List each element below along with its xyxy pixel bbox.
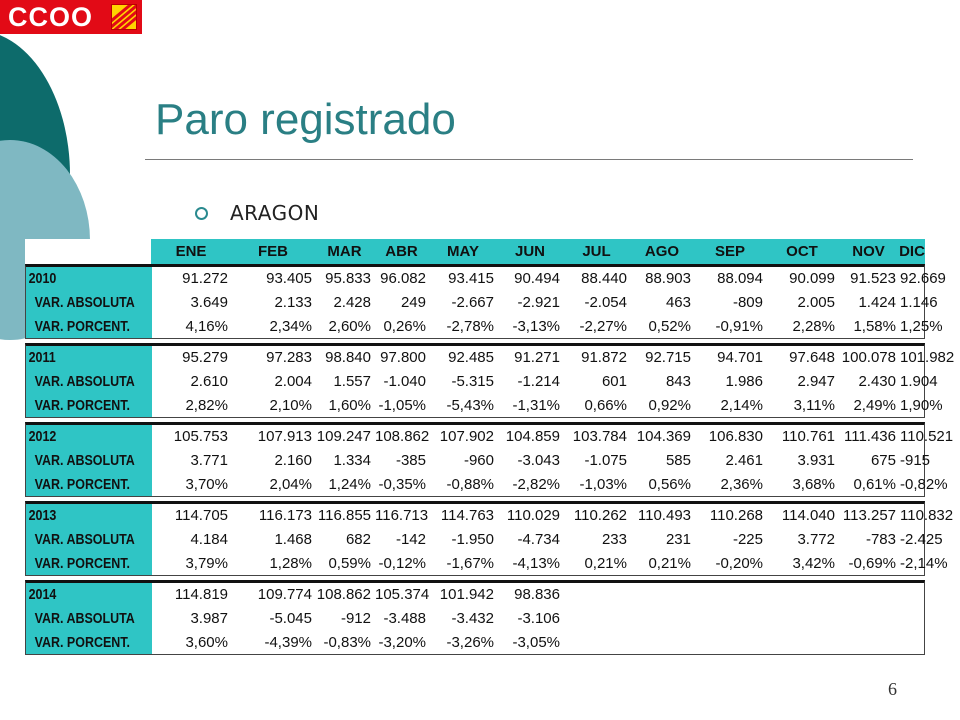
table-cell: 91.523 — [850, 270, 896, 287]
table-cell: 97.648 — [789, 349, 835, 366]
year-label: 2013 — [28, 508, 57, 524]
table-cell: 110.268 — [709, 507, 763, 524]
year-label: 2010 — [28, 271, 57, 287]
table-cell: 2.461 — [725, 452, 763, 469]
year-block — [25, 422, 954, 497]
table-cell: 109.247 — [316, 428, 371, 445]
aragon-flag-icon — [111, 4, 137, 30]
table-cell: 2,60% — [328, 318, 371, 335]
table-cell: 109.774 — [257, 586, 312, 603]
var-absoluta-label: VAR. ABSOLUTA — [34, 295, 135, 311]
table-cell: -783 — [865, 531, 896, 548]
table-cell: 3,79% — [185, 555, 228, 572]
table-cell: 3.649 — [190, 294, 228, 311]
table-cell: 2,04% — [269, 476, 312, 493]
table-cell: 1,58% — [853, 318, 896, 335]
table-cell: 88.440 — [581, 270, 627, 287]
table-cell: 103.784 — [572, 428, 627, 445]
table-cell: 1.557 — [333, 373, 371, 390]
table-cell: 0,52% — [648, 318, 691, 335]
table-cell: -2.921 — [517, 294, 560, 311]
table-cell: -1,05% — [378, 397, 426, 414]
table-cell: 110.761 — [781, 428, 835, 445]
table-cell: -2.667 — [451, 294, 494, 311]
table-cell: -1,67% — [446, 555, 494, 572]
table-cell: 95.833 — [325, 270, 371, 287]
table-cell: 2.133 — [274, 294, 312, 311]
table-cell: 0,21% — [584, 555, 627, 572]
table-cell: 101.982 — [900, 349, 955, 366]
month-header: AGO — [644, 243, 680, 260]
table-cell: 110.029 — [506, 507, 560, 524]
table-cell: 2,10% — [269, 397, 312, 414]
table-cell: 116.713 — [375, 507, 429, 524]
table-cell: 93.405 — [266, 270, 312, 287]
table-cell: -225 — [732, 531, 763, 548]
var-porcent-label: VAR. PORCENT. — [34, 477, 130, 493]
table-cell: -4,39% — [264, 634, 312, 651]
table-cell: -2.054 — [584, 294, 627, 311]
table-cell: 601 — [601, 373, 627, 390]
table-cell: 113.257 — [842, 507, 896, 524]
table-cell: 675 — [870, 452, 896, 469]
table-cell: 116.173 — [258, 507, 312, 524]
table-cell: 463 — [665, 294, 691, 311]
table-cell: 92.669 — [900, 270, 946, 287]
month-header: SEP — [714, 243, 745, 260]
table-cell: 2.947 — [797, 373, 835, 390]
table-cell: 110.262 — [573, 507, 627, 524]
table-cell: 0,21% — [648, 555, 691, 572]
table-cell: 94.701 — [717, 349, 763, 366]
table-cell: 111.436 — [844, 428, 896, 445]
table-cell: -915 — [900, 452, 931, 469]
table-cell: -3.106 — [517, 610, 560, 627]
table-cell: 104.859 — [505, 428, 560, 445]
table-cell: -3.488 — [383, 610, 426, 627]
table-cell: -4.734 — [517, 531, 560, 548]
table-cell: 104.369 — [636, 428, 691, 445]
month-header: OCT — [786, 243, 818, 260]
table-cell: -2,27% — [579, 318, 627, 335]
table-cell: -0,12% — [378, 555, 426, 572]
table-cell: -3.432 — [451, 610, 494, 627]
table-cell: -4,13% — [512, 555, 560, 572]
table-cell: 1.986 — [725, 373, 763, 390]
table-cell: 0,56% — [648, 476, 691, 493]
table-cell: 3,68% — [792, 476, 835, 493]
table-cell: 88.094 — [717, 270, 763, 287]
table-cell: 3,11% — [793, 397, 835, 414]
table-cell: -5.045 — [269, 610, 312, 627]
table-cell: 2.004 — [274, 373, 312, 390]
month-header: NOV — [852, 243, 885, 260]
table-cell: 91.872 — [581, 349, 627, 366]
table-cell: -0,88% — [446, 476, 494, 493]
table-cell: 114.763 — [440, 507, 494, 524]
table-cell: 91.272 — [182, 270, 228, 287]
table-cell: -0,69% — [848, 555, 896, 572]
table-cell: -960 — [463, 452, 494, 469]
table-cell: -0,83% — [323, 634, 371, 651]
table-cell: 3.772 — [797, 531, 835, 548]
table-cell: 0,26% — [383, 318, 426, 335]
table-cell: 2.160 — [274, 452, 312, 469]
table-cell: 2.610 — [190, 373, 228, 390]
table-cell: 0,59% — [328, 555, 371, 572]
table-cell: 107.913 — [257, 428, 312, 445]
table-cell: 93.415 — [448, 270, 494, 287]
table-cell: 0,61% — [853, 476, 896, 493]
year-block — [25, 501, 954, 576]
table-cell: 1.334 — [333, 452, 371, 469]
table-cell: -0,82% — [900, 476, 948, 493]
table-cell: 106.830 — [708, 428, 763, 445]
table-cell: 4.184 — [190, 531, 228, 548]
month-header: ENE — [175, 243, 207, 260]
table-cell: 97.800 — [380, 349, 426, 366]
table-cell: 114.705 — [174, 507, 228, 524]
table-cell: 1.468 — [274, 531, 312, 548]
table-cell: 88.903 — [645, 270, 691, 287]
table-cell: 114.819 — [174, 586, 228, 603]
month-header-row — [151, 239, 925, 265]
table-cell: 231 — [665, 531, 691, 548]
table-cell: 585 — [665, 452, 691, 469]
table-cell: 90.099 — [789, 270, 835, 287]
table-cell: 1,24% — [328, 476, 371, 493]
year-block — [25, 580, 925, 655]
table-cell: 91.271 — [514, 349, 560, 366]
table-cell: 2.430 — [858, 373, 896, 390]
var-absoluta-label: VAR. ABSOLUTA — [34, 374, 135, 390]
table-cell: 682 — [345, 531, 371, 548]
table-cell: -912 — [340, 610, 371, 627]
table-cell: -3,13% — [512, 318, 560, 335]
table-cell: -142 — [395, 531, 426, 548]
table-cell: 249 — [400, 294, 426, 311]
month-header: FEB — [258, 243, 288, 260]
ccoo-logo — [0, 0, 142, 34]
table-cell: -2,82% — [512, 476, 560, 493]
bullet-icon — [195, 207, 208, 220]
table-cell: 2,28% — [792, 318, 835, 335]
table-cell: -3,05% — [512, 634, 560, 651]
table-cell: 116.855 — [317, 507, 371, 524]
table-cell: -1,31% — [512, 397, 560, 414]
month-header: MAY — [447, 243, 479, 260]
month-header: DIC — [899, 243, 925, 260]
table-cell: 108.862 — [316, 586, 371, 603]
logo-text: CCOO — [8, 2, 93, 32]
table-cell: -1.214 — [517, 373, 560, 390]
table-cell: 2,49% — [853, 397, 896, 414]
var-porcent-label: VAR. PORCENT. — [34, 635, 130, 651]
table-cell: -2,14% — [900, 555, 948, 572]
table-cell: -3.043 — [517, 452, 560, 469]
table-cell: 95.279 — [182, 349, 228, 366]
table-cell: 92.715 — [645, 349, 691, 366]
table-cell: 233 — [601, 531, 627, 548]
table-cell: -0,91% — [715, 318, 763, 335]
table-cell: 105.753 — [173, 428, 228, 445]
table-cell: -385 — [395, 452, 426, 469]
table-cell: -1,03% — [579, 476, 627, 493]
table-cell: 2,82% — [185, 397, 228, 414]
page-number: 6 — [888, 679, 897, 699]
table-cell: 2,36% — [720, 476, 763, 493]
table-cell: 3,70% — [185, 476, 228, 493]
table-cell: 3.771 — [190, 452, 228, 469]
table-cell: 3.987 — [190, 610, 228, 627]
table-cell: 1,28% — [269, 555, 312, 572]
table-cell: 96.082 — [380, 270, 426, 287]
month-header: JUL — [582, 243, 611, 260]
table-cell: 97.283 — [266, 349, 312, 366]
table-cell: 3,60% — [185, 634, 228, 651]
table-cell: 98.840 — [325, 349, 371, 366]
table-cell: 2.428 — [333, 294, 371, 311]
table-cell: 105.374 — [375, 586, 430, 603]
region-subtitle: ARAGON — [230, 201, 320, 225]
var-absoluta-label: VAR. ABSOLUTA — [34, 532, 135, 548]
table-cell: 0,66% — [584, 397, 627, 414]
table-cell: 843 — [665, 373, 691, 390]
year-block — [25, 264, 946, 339]
table-cell: 2.005 — [797, 294, 835, 311]
table-cell: -0,35% — [378, 476, 426, 493]
table-cell: -3,26% — [446, 634, 494, 651]
table-cell: -2,78% — [446, 318, 494, 335]
page-title: Paro registrado — [155, 95, 456, 144]
table-cell: -1.950 — [451, 531, 494, 548]
table-cell: -5,43% — [446, 397, 494, 414]
month-header: ABR — [385, 243, 418, 260]
table-cell: 107.902 — [439, 428, 494, 445]
table-cell: 101.942 — [439, 586, 494, 603]
table-cell: 3,42% — [792, 555, 835, 572]
table-cell: 90.494 — [514, 270, 560, 287]
table-cell: 92.485 — [448, 349, 494, 366]
table-cell: -3,20% — [378, 634, 426, 651]
table-cell: -0,20% — [715, 555, 763, 572]
table-cell: 100.078 — [841, 349, 896, 366]
title-divider — [145, 159, 913, 160]
table-cell: 1.904 — [900, 373, 938, 390]
table-cell: 2,34% — [269, 318, 312, 335]
table-cell: 1,25% — [900, 318, 943, 335]
table-cell: 108.862 — [375, 428, 430, 445]
table-cell: 1.424 — [858, 294, 896, 311]
table-cell: -2.425 — [900, 531, 943, 548]
year-label: 2011 — [28, 350, 56, 366]
var-porcent-label: VAR. PORCENT. — [34, 319, 130, 335]
table-cell: 4,16% — [185, 318, 228, 335]
table-cell: 110.493 — [637, 507, 691, 524]
year-block — [25, 343, 955, 418]
table-cell: 2,14% — [720, 397, 763, 414]
var-absoluta-label: VAR. ABSOLUTA — [34, 453, 135, 469]
table-cell: -5.315 — [451, 373, 494, 390]
var-absoluta-label: VAR. ABSOLUTA — [34, 611, 135, 627]
table-cell: 0,92% — [648, 397, 691, 414]
table-cell: -1.040 — [383, 373, 426, 390]
var-porcent-label: VAR. PORCENT. — [34, 398, 130, 414]
month-header: MAR — [327, 243, 362, 260]
table-cell: -809 — [732, 294, 763, 311]
table-cell: 1,90% — [900, 397, 943, 414]
table-cell: 1,60% — [328, 397, 371, 414]
table-cell: 110.832 — [900, 507, 954, 524]
year-label: 2014 — [28, 587, 57, 603]
table-cell: 114.040 — [781, 507, 835, 524]
table-cell: 1.146 — [900, 294, 938, 311]
table-cell: 3.931 — [797, 452, 835, 469]
year-label: 2012 — [28, 429, 57, 445]
table-cell: 110.521 — [900, 428, 954, 445]
table-cell: -1.075 — [584, 452, 627, 469]
month-header: JUN — [514, 243, 545, 260]
var-porcent-label: VAR. PORCENT. — [34, 556, 130, 572]
table-cell: 98.836 — [514, 586, 560, 603]
